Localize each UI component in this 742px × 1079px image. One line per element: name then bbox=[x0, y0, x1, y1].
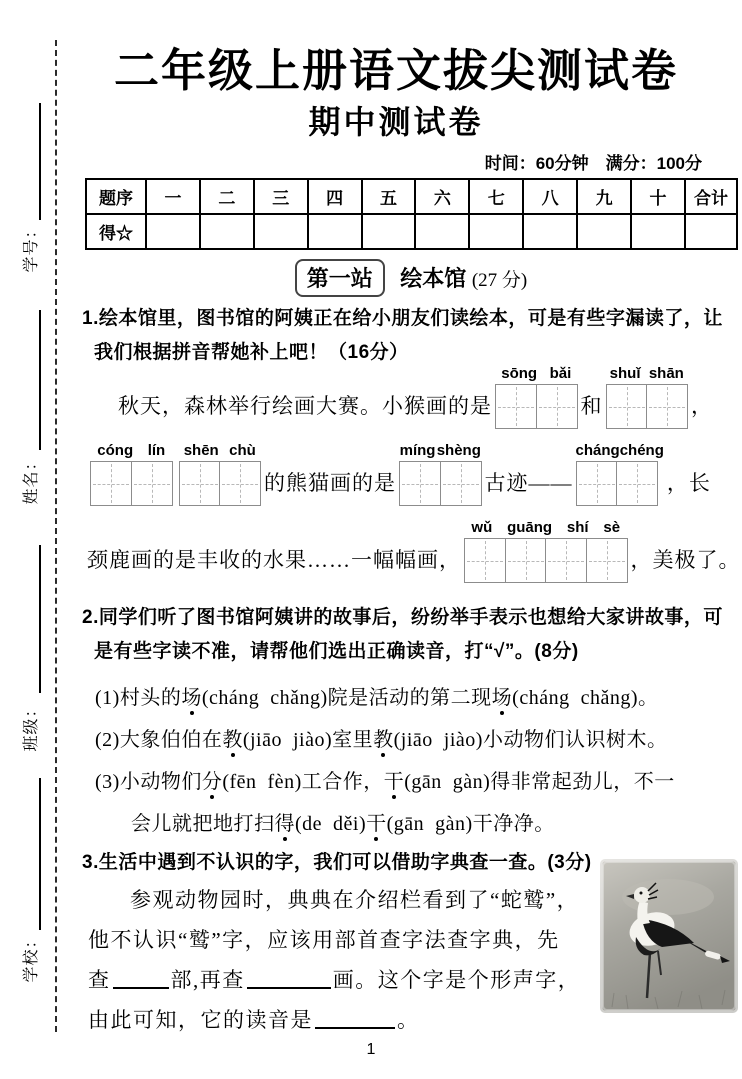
class-label: 班级： bbox=[22, 700, 40, 752]
pinyin-label: shuǐ shān bbox=[609, 365, 684, 382]
score-header-row bbox=[86, 179, 737, 214]
character-write-box[interactable] bbox=[90, 461, 132, 506]
score-entry-cell[interactable] bbox=[362, 214, 416, 249]
character-write-box[interactable] bbox=[219, 461, 261, 506]
student-id-label: 学号： bbox=[22, 221, 40, 273]
pinyin-fill-row-3 bbox=[87, 516, 741, 583]
answer-blank[interactable] bbox=[113, 972, 169, 989]
character-write-box[interactable] bbox=[495, 384, 537, 429]
score-column-header: 三 bbox=[254, 179, 308, 214]
question-2-item-1 bbox=[95, 681, 658, 710]
pinyin-write-boxes[interactable] bbox=[179, 439, 262, 506]
emphasized-char: 得 bbox=[275, 807, 296, 836]
item-text: 部,再查 bbox=[170, 968, 245, 992]
score-column-header: 合计 bbox=[685, 179, 737, 214]
answer-blank[interactable] bbox=[247, 972, 331, 989]
item-text: 查 bbox=[88, 968, 111, 992]
score-column-header: 六 bbox=[415, 179, 469, 214]
pinyin-label: wǔ guāng shí sè bbox=[471, 519, 621, 536]
emphasized-char: 分 bbox=[202, 765, 223, 794]
item-text: (2)大象伯伯在 bbox=[95, 729, 223, 751]
pinyin-write-boxes[interactable] bbox=[606, 362, 689, 429]
character-write-box[interactable] bbox=[576, 461, 618, 506]
score-header-label: 题序 bbox=[86, 179, 146, 214]
score-entry-cell[interactable] bbox=[631, 214, 685, 249]
question-3-line2: 他不认识“鹫”字，应该用部首查字法查字典，先 bbox=[88, 928, 560, 952]
item-text: 。 bbox=[397, 1008, 420, 1032]
score-entry-cell[interactable] bbox=[415, 214, 469, 249]
station-badge: 第一站 bbox=[295, 259, 385, 297]
score-table bbox=[85, 178, 738, 250]
passage-text: 古迹—— bbox=[484, 471, 573, 495]
score-entry-cell[interactable] bbox=[254, 214, 308, 249]
score-column-header: 四 bbox=[308, 179, 362, 214]
passage-text: 颈鹿画的是丰收的水果……一幅幅画， bbox=[87, 548, 461, 572]
pinyin-label: cháng chéng bbox=[575, 442, 664, 459]
question-2-intro-line2: 是有些字读不准，请帮他们选出正确读音，打“√”。(8分) bbox=[94, 641, 579, 662]
passage-text: 和 bbox=[580, 394, 603, 418]
question-2-intro-line1: 2.同学们听了图书馆阿姨讲的故事后，纷纷举手表示也想给大家讲故事，可 bbox=[82, 607, 723, 628]
item-text: (de děi) bbox=[295, 813, 367, 835]
score-column-header: 八 bbox=[523, 179, 577, 214]
question-3-line3 bbox=[88, 964, 580, 994]
emphasized-char: 干 bbox=[384, 765, 405, 794]
character-write-box[interactable] bbox=[131, 461, 173, 506]
answer-blank[interactable] bbox=[315, 1012, 395, 1029]
passage-text: 的熊猫画的是 bbox=[264, 471, 396, 495]
emphasized-char: 干 bbox=[366, 807, 387, 836]
question-3-line1: 参观动物园时，典典在介绍栏看到了“蛇鹫”， bbox=[130, 888, 580, 912]
item-text: (fēn fèn)工合作， bbox=[222, 771, 384, 793]
score-entry-cell[interactable] bbox=[146, 214, 200, 249]
item-text: (jiāo jiào)小动物们认识树木。 bbox=[393, 729, 668, 751]
question-2-item-3-line1 bbox=[95, 765, 675, 794]
pinyin-label: cóng lín bbox=[97, 442, 166, 459]
pinyin-label: shēn chù bbox=[183, 442, 256, 459]
pinyin-write-boxes[interactable] bbox=[495, 362, 578, 429]
score-column-header: 一 bbox=[146, 179, 200, 214]
question-2-item-2 bbox=[95, 723, 667, 752]
seal-dashed-line bbox=[55, 40, 57, 1032]
pinyin-fill-row-1 bbox=[118, 362, 713, 429]
passage-text: ， bbox=[691, 394, 713, 418]
section-points: (27 分) bbox=[471, 270, 528, 291]
passage-text: ，美极了。 bbox=[630, 548, 741, 572]
section-name: 绘本馆 bbox=[400, 266, 467, 291]
passage-text: 秋天，森林举行绘画大赛。小猴画的是 bbox=[118, 394, 492, 418]
score-entry-cell[interactable] bbox=[523, 214, 577, 249]
section-header bbox=[80, 259, 742, 297]
character-write-box[interactable] bbox=[545, 538, 587, 583]
emphasized-char: 教 bbox=[222, 723, 243, 752]
score-entry-row bbox=[86, 214, 737, 249]
emphasized-char: 场 bbox=[181, 681, 202, 710]
score-entry-cell[interactable] bbox=[308, 214, 362, 249]
item-text: 由此可知，它的读音是 bbox=[88, 1008, 313, 1032]
item-text: (jiāo jiào)室里 bbox=[242, 729, 374, 751]
emphasized-char: 教 bbox=[373, 723, 394, 752]
score-entry-cell[interactable] bbox=[469, 214, 523, 249]
question-1-intro bbox=[82, 302, 740, 370]
school-label: 学校： bbox=[22, 931, 40, 983]
school-fill-line[interactable] bbox=[39, 778, 41, 930]
score-row-label: 得☆ bbox=[86, 214, 146, 249]
pinyin-label: sōng bǎi bbox=[501, 365, 572, 382]
pinyin-write-boxes[interactable] bbox=[464, 516, 628, 583]
question-3-line4 bbox=[88, 1004, 420, 1034]
paper-subtitle: 期中测试卷 bbox=[308, 104, 484, 140]
score-column-header: 二 bbox=[200, 179, 254, 214]
item-text: 画。这个字是个形声字， bbox=[332, 968, 581, 992]
question-2-intro bbox=[82, 601, 740, 669]
character-write-box[interactable] bbox=[179, 461, 221, 506]
score-column-header: 十 bbox=[631, 179, 685, 214]
question-1-intro-line2: 我们根据拼音帮她补上吧！（16分） bbox=[94, 342, 409, 363]
item-text: (cháng chǎng)。 bbox=[512, 687, 659, 709]
character-write-box[interactable] bbox=[536, 384, 578, 429]
item-text: (cháng chǎng)院是活动的第二现 bbox=[201, 687, 492, 709]
paper-title: 二年级上册语文拔尖测试卷 bbox=[113, 45, 678, 96]
item-text: (1)村头的 bbox=[95, 687, 182, 709]
pinyin-write-boxes[interactable] bbox=[576, 439, 664, 506]
score-column-header: 七 bbox=[469, 179, 523, 214]
item-text: (3)小动物们 bbox=[95, 771, 202, 793]
student-name-fill-line[interactable] bbox=[39, 310, 41, 450]
character-write-box[interactable] bbox=[440, 461, 482, 506]
item-text: 会儿就把地打扫 bbox=[131, 813, 275, 835]
character-write-box[interactable] bbox=[606, 384, 648, 429]
character-write-box[interactable] bbox=[646, 384, 688, 429]
character-write-box[interactable] bbox=[616, 461, 658, 506]
score-column-header: 五 bbox=[362, 179, 416, 214]
secretary-bird-photo bbox=[598, 857, 740, 1015]
score-entry-cell[interactable] bbox=[685, 214, 737, 249]
item-text: (gān gàn)干净净。 bbox=[386, 813, 555, 835]
passage-text: ，长 bbox=[666, 471, 711, 495]
question-2-item-3-line2 bbox=[131, 807, 555, 836]
pinyin-write-boxes[interactable] bbox=[90, 439, 173, 506]
character-write-box[interactable] bbox=[586, 538, 628, 583]
student-id-fill-line[interactable] bbox=[39, 103, 41, 220]
character-write-box[interactable] bbox=[464, 538, 506, 583]
page-number: 1 bbox=[366, 1041, 376, 1058]
student-name-label: 姓名： bbox=[22, 453, 40, 505]
score-entry-cell[interactable] bbox=[200, 214, 254, 249]
pinyin-fill-row-2 bbox=[87, 439, 711, 506]
emphasized-char: 场 bbox=[492, 681, 513, 710]
character-write-box[interactable] bbox=[505, 538, 547, 583]
question-3-intro: 3.生活中遇到不认识的字，我们可以借助字典查一查。(3分) bbox=[82, 852, 592, 873]
class-fill-line[interactable] bbox=[39, 545, 41, 693]
pinyin-label: míng shèng bbox=[399, 442, 481, 459]
item-text: (gān gàn)得非常起劲儿，不一 bbox=[404, 771, 675, 793]
score-entry-cell[interactable] bbox=[577, 214, 631, 249]
score-column-header: 九 bbox=[577, 179, 631, 214]
question-1-intro-line1: 1.绘本馆里，图书馆的阿姨正在给小朋友们读绘本，可是有些字漏读了，让 bbox=[82, 308, 723, 329]
character-write-box[interactable] bbox=[399, 461, 441, 506]
time-score-info: 时间：60分钟 满分：100分 bbox=[484, 154, 702, 173]
pinyin-write-boxes[interactable] bbox=[399, 439, 482, 506]
